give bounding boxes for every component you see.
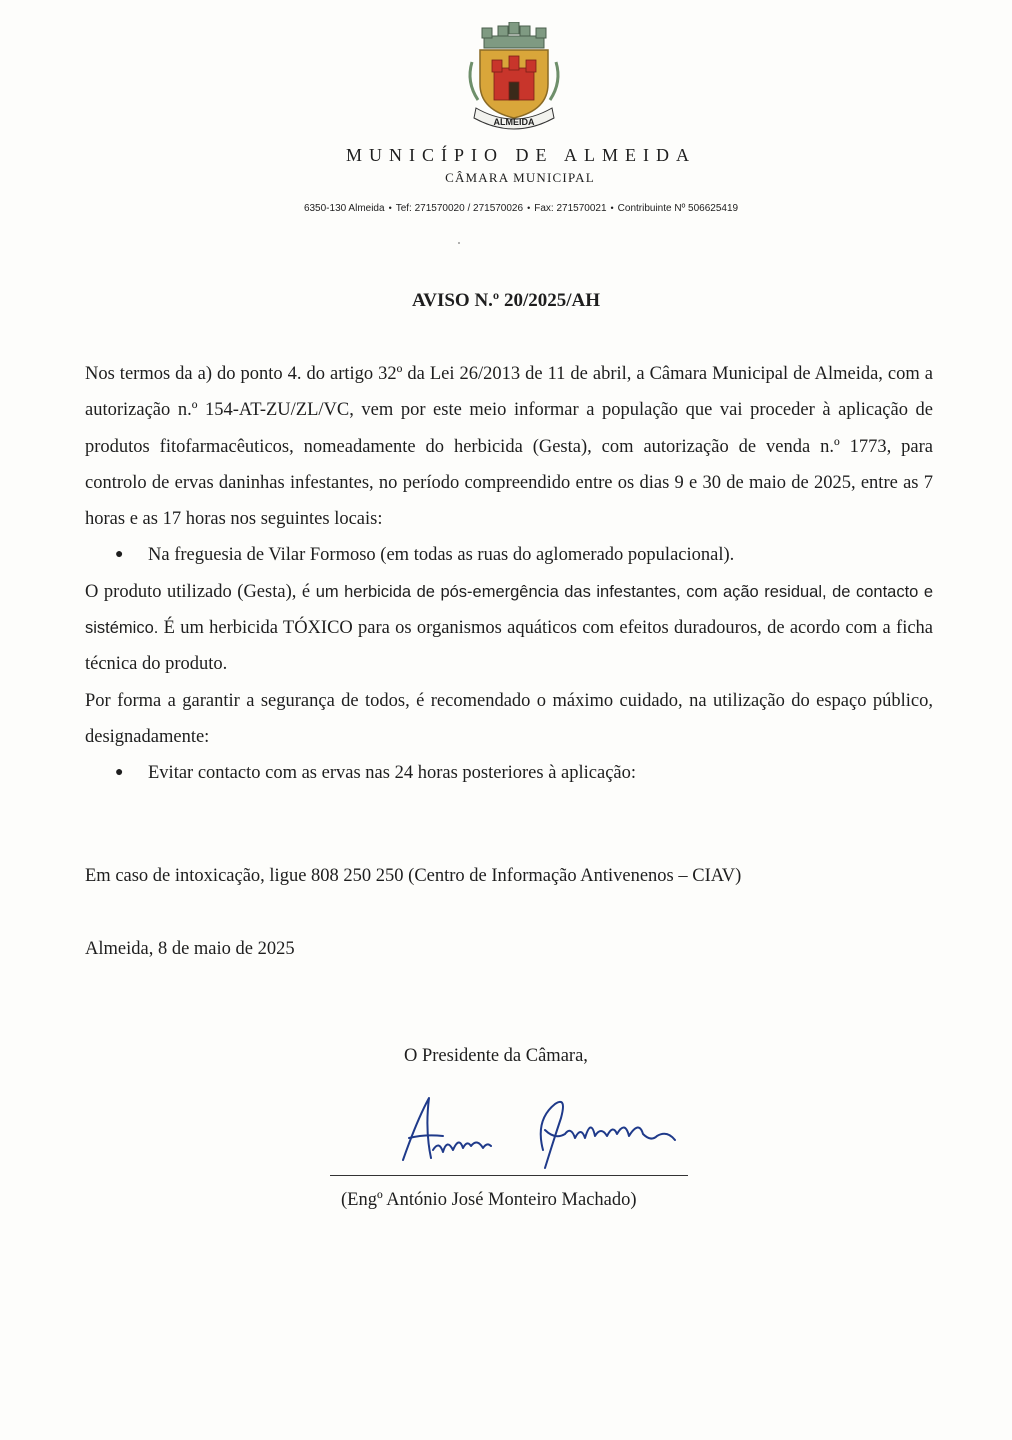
signature-line: [330, 1175, 688, 1176]
separator-dot: •: [527, 203, 531, 213]
list-item-precaution: ● Evitar contacto com as ervas nas 24 horas posteriores à aplicação:: [85, 755, 933, 791]
phone: Tef: 271570020 / 271570026: [395, 203, 524, 214]
paragraph-legal-basis: Nos termos da a) do ponto 4. do artigo 32º da Lei 26/2013 de 11 de abril, a Câmara Municipal de Almeida, com a autorização n.º 154-AT-ZU/ZL/VC, vem por este meio informar a população que vai proceder à aplicação de produtos fitofarmacêuticos, nomeadamente do herbicida (Gesta), com autorização de venda n.º 1773, para controlo de ervas daninhas infestantes, no período compreendido entre os dias 9 e 30 de maio de 2025, entre as 7 horas e as 17 horas nos seguintes locais:: [85, 364, 933, 530]
mural-crown-icon: [482, 22, 546, 48]
bullet-icon: ●: [115, 547, 124, 563]
decorative-dot: [458, 242, 460, 244]
signatory-role: O Presidente da Câmara,: [404, 1046, 588, 1066]
notice-title: AVISO N.º 20/2025/AH: [411, 290, 601, 311]
notice-body: [85, 356, 933, 792]
place-date: Almeida, 8 de maio de 2025: [85, 939, 295, 959]
address: 6350-130 Almeida: [303, 203, 385, 214]
fax: Fax: 271570021: [534, 203, 607, 214]
signatory-name: (Engº António José Monteiro Machado): [341, 1190, 637, 1210]
paragraph-product: O produto utilizado (Gesta), é um herbicida de pós-emergência das infestantes, com ação residual, de contacto e sistémico. É um herbicida TÓXICO para os organismos aquáticos com efeitos duradouros, de acordo com a ficha técnica do produto.: [85, 581, 934, 675]
contact-line: [0, 203, 1012, 214]
castle-icon: [492, 56, 536, 100]
paragraph-safety: Por forma a garantir a segurança de todos, é recomendado o máximo cuidado, na utilização do espaço público, designadamente:: [85, 690, 933, 747]
municipality-name: MUNICÍPIO DE ALMEIDA: [346, 145, 696, 165]
crest-label: ALMEIDA: [493, 117, 535, 127]
bullet-icon: ●: [115, 765, 124, 781]
list-item-location: ● Na freguesia de Vilar Formoso (em todas as ruas do aglomerado populacional).: [85, 537, 933, 573]
emergency-contact: Em caso de intoxicação, ligue 808 250 250 (Centro de Informação Antivenenos – CIAV): [85, 866, 742, 886]
chamber-name: CÂMARA MUNICIPAL: [445, 170, 595, 185]
separator-dot: •: [388, 203, 392, 213]
separator-dot: •: [610, 203, 614, 213]
taxpayer-number: Contribuinte Nº 506625419: [617, 203, 739, 214]
handwritten-signature: [395, 1090, 695, 1175]
municipal-crest-logo: [462, 22, 566, 134]
